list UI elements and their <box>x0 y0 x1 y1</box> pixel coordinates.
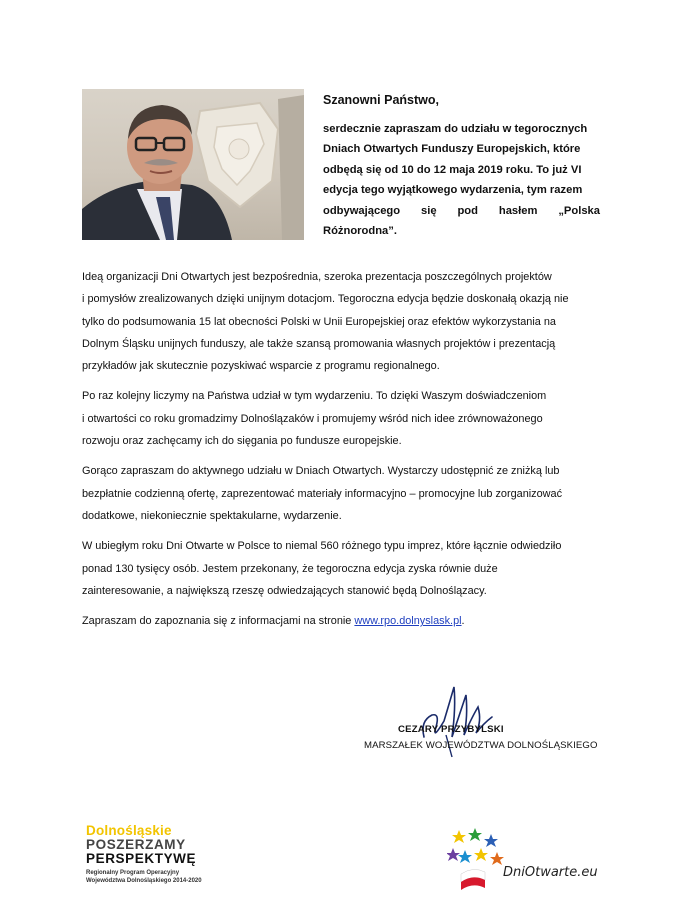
body-line: W ubiegłym roku Dni Otwarte w Polsce to niemal 560 różnego typu imprez, które łącznie odwiedziło <box>82 540 562 553</box>
intro-line: edycja tego wyjątkowego wydarzenia, tym razem <box>323 184 583 197</box>
body-line: rozwoju oraz zachęcamy ich do sięgania po fundusze europejskie. <box>82 435 402 448</box>
portrait-photo <box>82 89 304 240</box>
closing-period: . <box>461 615 465 628</box>
logo-line: Dolnośląskie <box>86 823 172 838</box>
dni-otwarte-logo <box>447 826 607 896</box>
paragraph-1 <box>82 266 601 377</box>
body-line: Ideą organizacji Dni Otwartych jest bezpośrednia, szeroka prezentacja poszczególnych projektów <box>82 271 552 283</box>
website-link[interactable]: www.rpo.dolnyslask.pl <box>354 615 462 628</box>
logo-line: PERSPEKTYWĘ <box>86 851 197 866</box>
intro-line: Dniach Otwartych Funduszy Europejskich, które <box>323 143 581 156</box>
closing-text: Zapraszam do zapoznania się z informacjami na stronie <box>82 615 355 628</box>
intro-line: odbywającego się pod hasłem „Polska Różnorodna”. <box>323 204 600 238</box>
body-line: i pomysłów zrealizowanych dzięki unijnym dotacjom. Tegoroczna edycja będzie doskonałą okazją nie <box>82 293 569 306</box>
letter-body <box>82 266 601 640</box>
logo-line: POSZERZAMY <box>86 837 186 852</box>
greeting: Szanowni Państwo, <box>323 93 439 107</box>
body-line: Dolnym Śląsku unijnych funduszy, ale także szansą promowania własnych projektów i prezentacją <box>82 337 556 350</box>
signer-title: MARSZAŁEK WOJEWÓDZTWA DOLNOŚLĄSKIEGO <box>364 740 598 751</box>
body-line: i otwartości co roku gromadzimy Dolnoślązaków i promujemy wśród nich idee zrównoważonego <box>82 412 543 425</box>
body-line: zainteresowanie, a największą rzeszę odwiedzających stanowić będą Dolnoślązacy. <box>82 584 487 597</box>
paragraph-4 <box>82 535 601 602</box>
body-line: Gorąco zapraszam do aktywnego udziału w Dniach Otwartych. Wystarczy udostępnić ze zniżką lub <box>82 465 560 478</box>
stars-flag-icon <box>447 826 507 892</box>
body-line: bezpłatnie codzienną ofertę, zaprezentować materiały informacyjno – promocyjne lub zorganizować <box>82 487 563 500</box>
body-line: przykładów jak skutecznie pozyskiwać wsparcie z programu regionalnego. <box>82 360 440 373</box>
body-line: ponad 130 tysięcy osób. Jestem przekonany, że tegoroczna edycja zyska równie duże <box>82 562 498 575</box>
dolnoslaskie-logo <box>86 823 202 885</box>
intro-line: serdecznie zapraszam do udziału w tegorocznych <box>323 123 588 135</box>
intro-line: odbędą się od 10 do 12 maja 2019 roku. To już VI <box>323 163 582 176</box>
body-line: tylko do podsumowania 15 lat obecności Polski w Unii Europejskiej oraz efektów wykorzystania na <box>82 315 556 328</box>
portrait-illustration <box>82 89 304 240</box>
signer-name: CEZARY PRZYBYLSKI <box>398 724 504 735</box>
intro-paragraph <box>323 119 600 241</box>
dni-otwarte-text: DniOtwarte.eu <box>503 865 598 880</box>
paragraph-3 <box>82 460 601 527</box>
closing-paragraph <box>82 610 601 632</box>
body-line: Po raz kolejny liczymy na Państwa udział w tym wydarzeniu. To dzięki Waszym doświadczeniom <box>82 390 547 403</box>
logo-subtext: Regionalny Program Operacyjny <box>86 870 180 876</box>
logo-subtext: Województwa Dolnośląskiego 2014-2020 <box>86 878 202 884</box>
paragraph-2 <box>82 385 601 452</box>
body-line: dodatkowe, niekoniecznie spektakularne, wydarzenie. <box>82 509 342 522</box>
